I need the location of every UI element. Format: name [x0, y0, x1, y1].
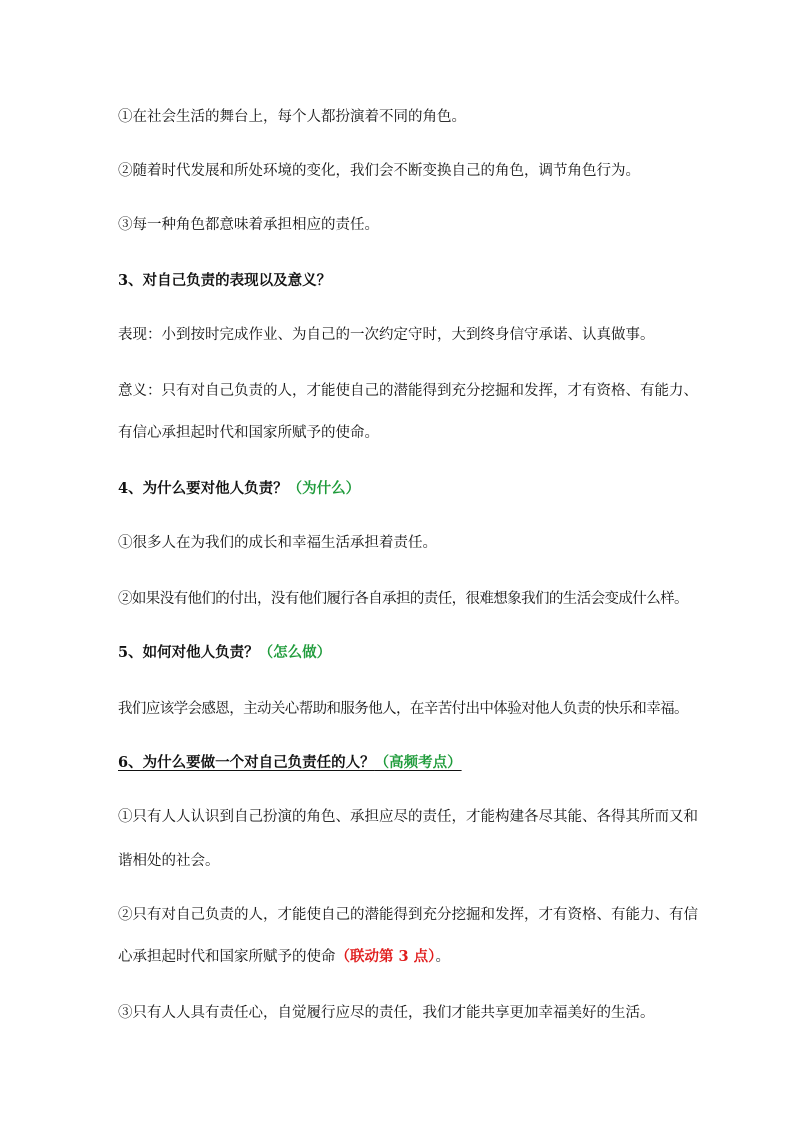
heading-text: 3、对自己负责的表现以及意义？ — [118, 272, 332, 289]
paragraph-others-1 — [118, 533, 688, 553]
text: ③只有人人具有责任心，自觉履行应尽的责任，我们才能共享更加幸福美好的生活。 — [118, 1005, 655, 1021]
text: 我们应该学会感恩，主动关心帮助和服务他人，在辛苦付出中体验对他人负责的快乐和幸福。 — [118, 701, 688, 717]
paragraph-reason-2-line-1 — [118, 905, 698, 925]
paragraph-role-3 — [118, 215, 688, 235]
text: 心承担起时代和国家所赋予的使命 — [118, 949, 336, 965]
green-note-how: （怎么做） — [258, 644, 332, 661]
paragraph-meaning-line-2 — [118, 423, 688, 443]
green-note-why: （为什么） — [287, 480, 361, 497]
heading-section-6 — [118, 753, 688, 773]
paragraph-role-2 — [118, 161, 688, 181]
text: ①只有人人认识到自己扮演的角色、承担应尽的责任，才能构建各尽其能、各得其所而又和 — [118, 809, 698, 825]
paragraph-reason-1-line-2 — [118, 851, 688, 871]
text: ①在社会生活的舞台上，每个人都扮演着不同的角色。 — [118, 109, 466, 125]
text: 谐相处的社会。 — [118, 853, 220, 869]
paragraph-reason-2-line-2 — [118, 947, 688, 967]
text: 有信心承担起时代和国家所赋予的使命。 — [118, 425, 379, 441]
text: ②随着时代发展和所处环境的变化，我们会不断变换自己的角色，调节角色行为。 — [118, 163, 640, 179]
paragraph-performance — [118, 325, 688, 345]
text: ②如果没有他们的付出，没有他们履行各自承担的责任，很难想象我们的生活会变成什么样。 — [118, 591, 688, 607]
heading-text: 4、为什么要对他人负责？ — [118, 480, 288, 497]
paragraph-meaning-line-1 — [118, 381, 698, 401]
text: 意义：只有对自己负责的人，才能使自己的潜能得到充分挖掘和发挥，才有资格、有能力、 — [118, 383, 698, 399]
red-note-link: （联动第 3 点） — [335, 948, 436, 965]
heading-text: 6、为什么要做一个对自己负责任的人？ — [118, 754, 375, 771]
paragraph-others-2 — [118, 589, 688, 609]
text: ②只有对自己负责的人，才能使自己的潜能得到充分挖掘和发挥，才有资格、有能力、有信 — [118, 907, 698, 923]
text: ①很多人在为我们的成长和幸福生活承担着责任。 — [118, 535, 437, 551]
heading-section-3 — [118, 271, 688, 291]
text: ③每一种角色都意味着承担相应的责任。 — [118, 217, 379, 233]
text: 表现：小到按时完成作业、为自己的一次约定守时，大到终身信守承诺、认真做事。 — [118, 327, 655, 343]
heading-text: 5、如何对他人负责？ — [118, 644, 259, 661]
heading-section-5 — [118, 643, 688, 663]
text-end: 。 — [435, 949, 450, 965]
paragraph-role-1 — [118, 107, 688, 127]
green-note-key-point: （高频考点） — [374, 754, 462, 771]
paragraph-how — [118, 699, 688, 719]
paragraph-reason-3 — [118, 1003, 688, 1023]
paragraph-reason-1-line-1 — [118, 807, 698, 827]
heading-section-4 — [118, 479, 688, 499]
